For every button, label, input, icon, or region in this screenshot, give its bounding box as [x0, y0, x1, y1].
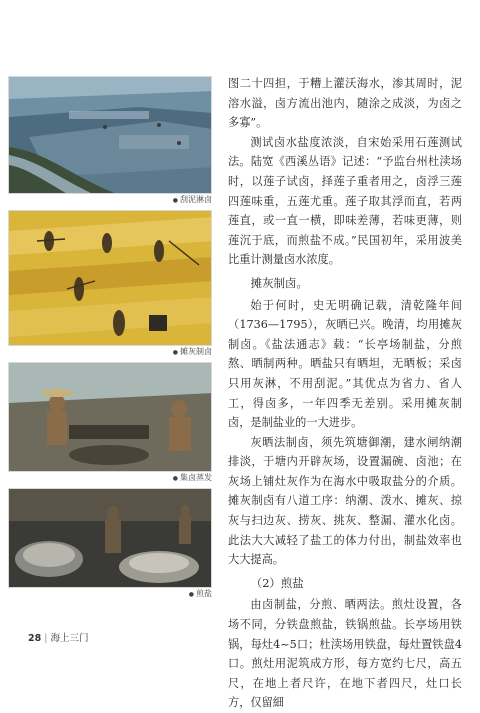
photo-caption: ● 刮泥淋卤	[172, 195, 212, 204]
salt-boiling-illustration	[9, 489, 212, 588]
paragraph: 图二十四担，于糟上灌沃海水，渗其周时，泥溶水溢，卤方流出池内，随涂之成淡，为卤之多寡”。	[228, 77, 462, 130]
paragraph: 灰晒法制卤，须先筑塘御潮，建水闸纳潮排淡，于塘内开辟灰场，设置漏碗、卤池；在灰场上铺灶灰作为在海水中吸取盐分的介质。摊灰制卤有八道工序：纳潮、泼水、摊灰、掠灰与扫边灰、捞灰、挑灰、整漏、灌水化卤。此法大大减轻了盐工的体力付出，制盐效率也大大提高。	[228, 435, 462, 567]
photo-boiling-salt	[8, 488, 212, 588]
photo-brine-collecting	[8, 362, 212, 472]
diorama-workers-illustration	[9, 363, 212, 472]
photo-caption: ● 摊灰制卤	[172, 347, 212, 356]
section-heading: 摊灰制卤。	[250, 275, 308, 290]
photo-column	[8, 76, 212, 604]
paragraph: 始于何时，史无明确记载，清乾隆年间（1736—1795），灰晒已兴。晚清，均用摊灰制卤。《盐法通志》载：“长亭场制盐，分煎熬、晒制两种。晒盐只有晒坦，无晒板；采卤只用灰淋，不用刮泥。”其优点为省力、省人工，得卤多，一年四季无差别。采用摊灰制卤，是制盐业的一大进步。	[228, 298, 462, 430]
book-title: 海上三门	[50, 633, 89, 644]
caption-text: 刮泥淋卤	[180, 195, 212, 204]
caption-text: 摊灰制卤	[180, 347, 212, 356]
footer-separator: |	[44, 633, 48, 644]
salt-pan-illustration	[9, 77, 212, 194]
photo-caption: ● 集卤蒸发	[172, 473, 212, 482]
caption-text: 集卤蒸发	[180, 473, 212, 482]
page-number: 28	[28, 633, 42, 644]
paragraph: 测试卤水盐度浓淡，自宋始采用石莲测试法。陆宽《西溪丛语》记述：“予监台州杜渎场时，以莲子试卤，择莲子重者用之，卤浮三莲四莲味重，五莲尤重。莲子取其浮而直，若两莲直，或一直一横，即味差薄，若味更薄，则莲沉于底，而煎盐不成。”民国初年，采用波美比重计测量卤水浓度。	[228, 135, 462, 267]
paragraph: 由卤制盐，分煎、晒两法。煎灶设置，各场不同，分铁盘煎盐，铁锅煎盐。长亭场用铁锅，每灶4~5口；杜渎场用铁盘，每灶置铁盘4口。煎灶用泥筑成方形，每方宽约七尺，高五尺，在地上者尺许，在地下者四尺，灶口长方，仅留細	[228, 598, 462, 710]
ash-field-illustration	[9, 211, 212, 346]
photo-caption: ● 煎盐	[188, 589, 212, 598]
photo-ash-spreading	[8, 210, 212, 346]
photo-mud-scraping-brine	[8, 76, 212, 194]
page-footer	[28, 630, 88, 644]
caption-text: 煎盐	[196, 589, 212, 598]
body-text	[228, 74, 462, 713]
section-heading: （2）煎盐	[250, 575, 304, 590]
